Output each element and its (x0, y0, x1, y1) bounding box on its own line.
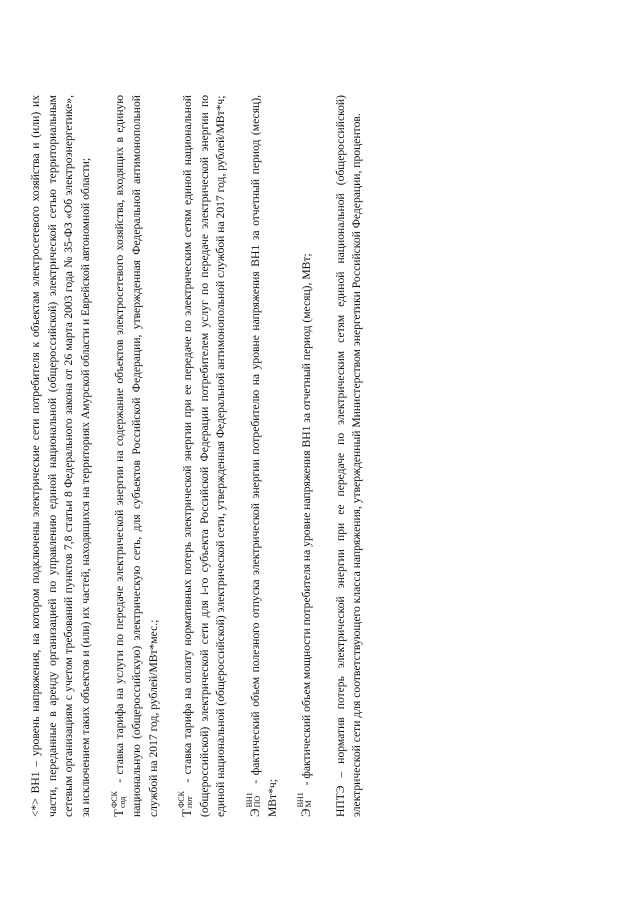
symbol-e-vn1-po: Э ВН1 ПО (245, 792, 263, 817)
document-body (28, 95, 383, 817)
definition-nptee: – норматив потерь электрической энергии при ее передаче по электрическим сетям единой национальной (общероссийской) электрической сети для соответствующего класса напряжения, утвержденный Министерством энергетики Российской Федерации, процентов. (333, 95, 364, 817)
paragraph-t-fsk-pot-definition (179, 95, 230, 817)
paragraph-e-vn1-po-definition (247, 95, 281, 817)
paragraph-e-vn1-m-definition (298, 95, 316, 817)
symbol-superscript: ФСК (109, 791, 119, 809)
symbol-superscript: ФСК (177, 791, 187, 809)
definition-t-fsk-sod: - ставка тарифа на услуги по передаче электрической энергии на содержание объектов электросетевого хозяйства, входящих в единую национальную (общероссийскую) электрическую сеть, для субъектов Российской Федерации, утвержденная Федеральной антимонопольной службой на 2017 год, рублей/МВт*мес.; (113, 95, 160, 817)
term-vn1: <*> ВН1 (29, 771, 42, 817)
term-nptee: НПТЭ (333, 785, 347, 817)
symbol-t-fsk-pot: Т ФСК пот (177, 791, 195, 817)
definition-e-vn1-m: - фактический объем мощности потребителя на уровне напряжения ВН1 за отчетный период (месяц), МВт; (300, 253, 314, 786)
symbol-subscript: сод (117, 796, 127, 809)
symbol-t-fsk-sod: Т ФСК сод (109, 791, 127, 817)
symbol-subscript: ПО (253, 795, 263, 808)
paragraph-nptee-definition (333, 95, 366, 817)
symbol-subscript: М (304, 800, 314, 808)
paragraph-t-fsk-sod-definition (111, 95, 162, 817)
definition-t-fsk-pot: - ставка тарифа на оплату нормативных потерь электрической энергии при ее передаче по электрическим сетям единой национальной (общероссийской) электрической сети для i-го субъекта Российской Федерации потребителем услуг по передаче электрической энергии по единой национальной (общероссийской) электрической сети, утвержденная Федеральной антимонопольной службой на 2017 год, рублей/МВт*ч; (181, 95, 228, 817)
symbol-superscript: ВН1 (296, 792, 306, 808)
paragraph-vn1-definition (28, 95, 94, 817)
symbol-e-vn1-m: Э ВН1 М (296, 792, 314, 817)
symbol-subscript: пот (185, 796, 195, 809)
symbol-superscript: ВН1 (245, 792, 255, 808)
definition-e-vn1-po: - фактический объем полезного отпуска электрической энергии потребителю на уровне напряжения ВН1 за отчетный период (месяц), МВт*ч; (248, 95, 279, 817)
definition-vn1: – уровень напряжения, на котором подключены электрические сети потребителя к объектам электросетевого хозяйства и (или) их части, переданные в аренду организацией по управлению единой национальной (общероссийской) электрической сетью территориальным сетевым организациям с учетом требований пунктов 7,8 статьи 8 Федерального закона от 26 марта 2003 года № 35-ФЗ «Об электроэнергетике», за исключением таких объектов и (или) их частей, находящихся на территориях Амурской области и Еврейской автономной области; (29, 95, 92, 817)
